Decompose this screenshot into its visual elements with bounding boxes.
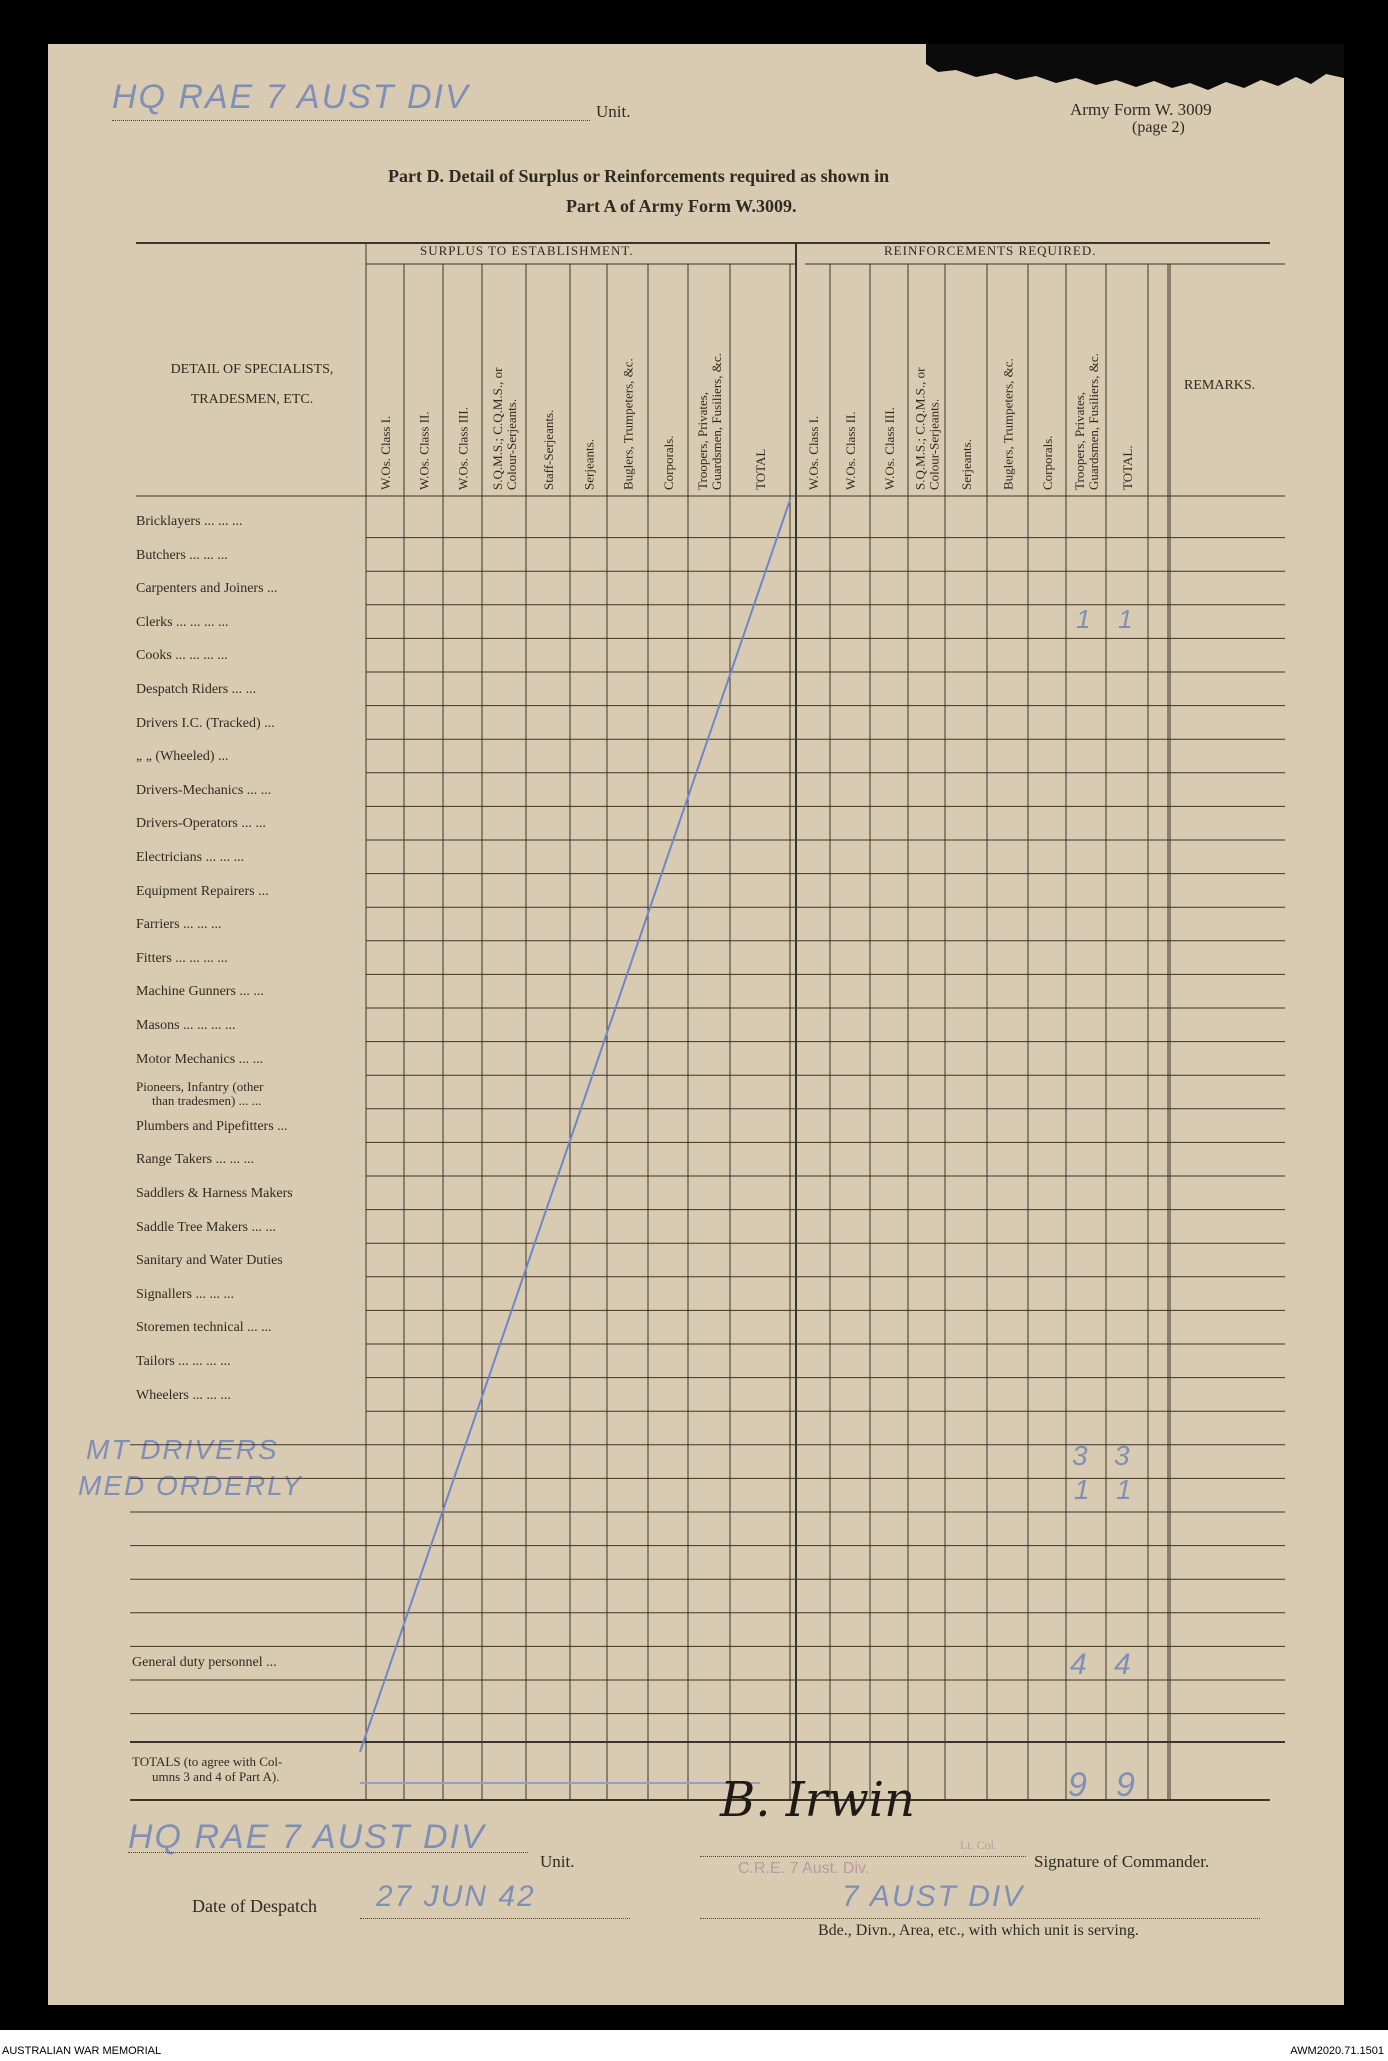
reinforcement-column-label: Troopers, Privates, <box>1072 391 1087 490</box>
entry-general-duty-troopers: 4 <box>1070 1648 1089 1681</box>
date-dotted-line <box>360 1918 630 1919</box>
entry-mt-drivers-troopers: 3 <box>1072 1440 1090 1471</box>
totals-label-line-1: TOTALS (to agree with Col- <box>132 1754 283 1769</box>
row-label: Fitters ... ... ... ... <box>136 950 228 966</box>
handwritten-row-mt-drivers: MT DRIVERS <box>86 1434 279 1465</box>
row-label: Despatch Riders ... ... <box>136 682 257 697</box>
row-label: Sanitary and Water Duties <box>136 1253 283 1269</box>
reinforcement-column-label: W.Os. Class III. <box>882 407 897 490</box>
entry-totals-troopers: 9 <box>1068 1766 1089 1804</box>
signature-dotted-line <box>700 1856 1026 1857</box>
row-label: Drivers-Mechanics ... ... <box>136 782 272 798</box>
surplus-column-label: W.Os. Class II. <box>416 411 432 490</box>
footer-unit-label: Unit. <box>540 1852 575 1871</box>
reinforcement-column-label: W.Os. Class I. <box>806 415 821 490</box>
footer-unit-handwritten: HQ RAE 7 AUST DIV <box>128 1818 486 1856</box>
surplus-column-label: Corporals. <box>661 435 676 490</box>
commander-signature: B. Irwin <box>720 1772 916 1828</box>
title-line-2: Part A of Army Form W.3009. <box>566 196 797 216</box>
row-label: Carpenters and Joiners ... <box>136 581 278 597</box>
entry-clerks-troopers: 1 <box>1076 604 1093 634</box>
entry-med-orderly-troopers: 1 <box>1074 1474 1092 1505</box>
row-label: Saddle Tree Makers ... ... <box>136 1219 276 1235</box>
reinforcement-column-label: Serjeants. <box>959 439 974 490</box>
entry-totals-total: 9 <box>1116 1766 1137 1804</box>
archive-id: AWM2020.71.1501 <box>1290 2045 1384 2057</box>
row-label: Electricians ... ... ... <box>136 850 245 865</box>
row-label: Equipment Repairers ... <box>136 883 269 899</box>
handwritten-row-med-orderly: MED ORDERLY <box>78 1470 303 1501</box>
row-label: Cooks ... ... ... ... <box>136 648 228 664</box>
row-label: Wheelers ... ... ... <box>136 1387 231 1403</box>
date-of-despatch-handwritten: 27 JUN 42 <box>376 1880 536 1913</box>
row-label: Signallers ... ... ... <box>136 1286 234 1302</box>
entry-clerks-total: 1 <box>1118 604 1135 634</box>
unit-label: Unit. <box>596 102 631 121</box>
row-label-general-duty: General duty personnel ... <box>132 1655 277 1670</box>
row-label: Machine Gunners ... ... <box>136 984 264 1000</box>
stamp-rank: Lt. Col. <box>960 1838 998 1852</box>
archive-footer <box>0 2030 1388 2061</box>
surplus-column-label: Colour-Serjeants. <box>504 398 519 490</box>
detail-header-line-2: TRADESMEN, ETC. <box>190 392 314 407</box>
row-label: Storemen technical ... ... <box>136 1320 272 1336</box>
row-label: Clerks ... ... ... ... <box>136 614 229 630</box>
remarks-label: REMARKS. <box>1184 378 1256 393</box>
row-label: Motor Mechanics ... ... <box>136 1051 264 1067</box>
reinforcements-group-label: REINFORCEMENTS REQUIRED. <box>884 243 1097 258</box>
reinforcement-column-label: W.Os. Class II. <box>843 411 858 490</box>
title-line-1: Part D. Detail of Surplus or Reinforcements required as shown in <box>388 166 890 186</box>
unit-handwritten: HQ RAE 7 AUST DIV <box>112 78 470 116</box>
row-label: Tailors ... ... ... ... <box>136 1354 231 1369</box>
surplus-column-label: Staff-Serjeants. <box>541 409 556 490</box>
surplus-column-label: W.Os. Class III. <box>455 407 471 490</box>
footer-unit-dotted-line <box>128 1852 528 1853</box>
row-label: Drivers-Operators ... ... <box>136 816 266 832</box>
archive-name: AUSTRALIAN WAR MEMORIAL <box>2 2045 162 2057</box>
row-label: Plumbers and Pipefitters ... <box>136 1118 288 1134</box>
row-label: than tradesmen) ... ... <box>152 1093 262 1109</box>
pencil-strike-line <box>360 500 790 1752</box>
formation-dotted-line <box>700 1918 1260 1919</box>
surplus-column-label: TOTAL <box>753 448 768 490</box>
row-label: „ „ (Wheeled) ... <box>136 749 229 765</box>
signature-label: Signature of Commander. <box>1034 1852 1210 1871</box>
reinforcement-column-label: Guardsmen, Fusiliers, &c. <box>1086 353 1101 490</box>
stamp-text: C.R.E. 7 Aust. Div. <box>738 1860 870 1877</box>
totals-label-line-2: umns 3 and 4 of Part A). <box>152 1769 280 1784</box>
surplus-column-label: W.Os. Class I. <box>378 415 393 490</box>
reinforcement-column-label: S.Q.M.S.; C.Q.M.S., or <box>912 367 928 490</box>
row-label: Butchers ... ... ... <box>136 547 228 563</box>
reinforcement-column-label: Corporals. <box>1040 435 1055 490</box>
entry-general-duty-total: 4 <box>1114 1648 1133 1681</box>
row-label: Bricklayers ... ... ... <box>136 514 243 529</box>
reinforcement-column-label: Colour-Serjeants. <box>926 398 942 490</box>
date-of-despatch-label: Date of Despatch <box>192 1896 317 1916</box>
surplus-column-label: Troopers, Privates, <box>695 391 710 490</box>
surplus-column-label: S.Q.M.S.; C.Q.M.S., or <box>490 367 505 490</box>
surplus-column-label: Buglers, Trumpeters, &c. <box>620 358 636 490</box>
formation-handwritten: 7 AUST DIV <box>842 1880 1025 1913</box>
reinforcement-column-label: Buglers, Trumpeters, &c. <box>1000 358 1016 490</box>
row-label: Drivers I.C. (Tracked) ... <box>136 715 275 731</box>
entry-med-orderly-total: 1 <box>1116 1474 1134 1505</box>
form-page: (page 2) <box>1132 119 1185 136</box>
formation-label: Bde., Divn., Area, etc., with which unit is serving. <box>818 1922 1139 1939</box>
row-label: Saddlers & Harness Makers <box>136 1186 293 1201</box>
entry-mt-drivers-total: 3 <box>1114 1440 1132 1471</box>
row-label: Pioneers, Infantry (other <box>136 1079 264 1095</box>
row-label: Farriers ... ... ... <box>136 917 222 933</box>
reinforcement-column-label: TOTAL. <box>1120 445 1135 490</box>
surplus-column-label: Serjeants. <box>581 439 597 490</box>
row-label: Masons ... ... ... ... <box>136 1018 236 1033</box>
detail-header-line-1: DETAIL OF SPECIALISTS, <box>170 362 334 377</box>
row-label: Range Takers ... ... ... <box>136 1152 255 1168</box>
form-name: Army Form W. 3009 <box>1070 100 1212 119</box>
surplus-column-label: Guardsmen, Fusiliers, &c. <box>709 353 724 490</box>
surplus-group-label: SURPLUS TO ESTABLISHMENT. <box>420 243 634 258</box>
